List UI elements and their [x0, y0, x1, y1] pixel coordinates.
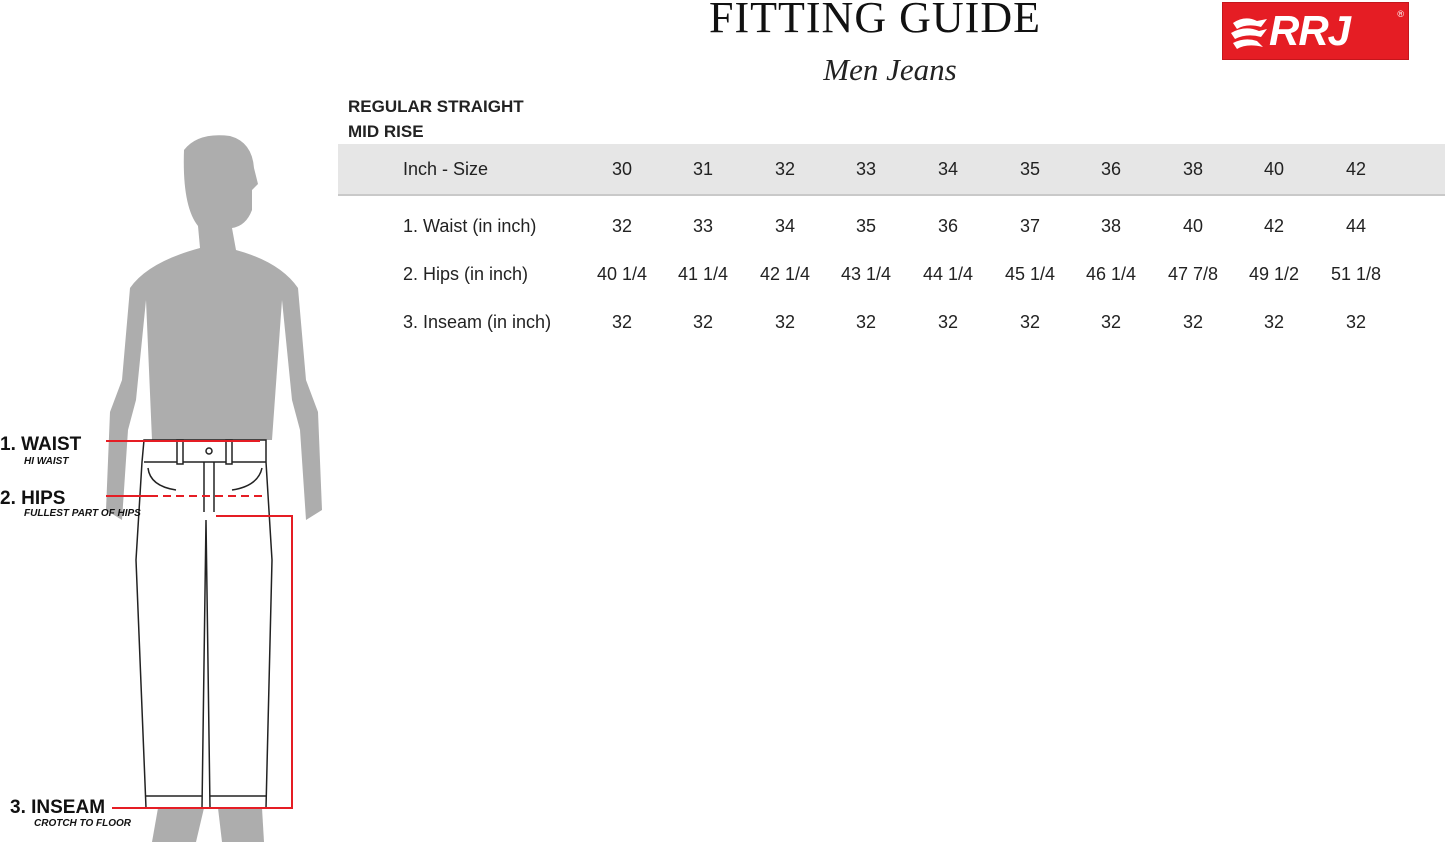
value-cell: 32 — [611, 311, 633, 332]
size-cell: 33 — [855, 158, 877, 179]
value-cell: 46 1/4 — [1085, 263, 1137, 284]
table-header-row — [338, 144, 1445, 196]
value-cell: 35 — [855, 215, 877, 236]
logo-text: RRJ — [1269, 7, 1351, 54]
rise-type: MID RISE — [348, 122, 424, 141]
size-cell: 32 — [774, 158, 796, 179]
size-cell: 31 — [692, 158, 714, 179]
size-cell: 36 — [1100, 158, 1122, 179]
size-cell: 34 — [937, 158, 959, 179]
brand-logo — [1222, 2, 1409, 60]
value-cell: 32 — [855, 311, 877, 332]
value-cell: 32 — [1345, 311, 1367, 332]
value-cell: 32 — [692, 311, 714, 332]
value-cell: 44 1/4 — [922, 263, 974, 284]
inseam-sublabel: CROTCH TO FLOOR — [34, 818, 132, 829]
hips-label: 2. HIPS — [0, 488, 66, 509]
page-subtitle: Men Jeans — [823, 52, 957, 87]
size-cell: 35 — [1019, 158, 1041, 179]
value-cell: 36 — [937, 215, 959, 236]
table-row — [338, 202, 1445, 250]
value-cell: 47 7/8 — [1167, 263, 1219, 284]
row-label: 3. Inseam (in inch) — [403, 311, 552, 332]
value-cell: 37 — [1019, 215, 1041, 236]
value-cell: 32 — [937, 311, 959, 332]
table-row — [338, 250, 1445, 298]
value-cell: 38 — [1100, 215, 1122, 236]
size-cell: 30 — [611, 158, 633, 179]
hips-sublabel: FULLEST PART OF HIPS — [24, 508, 141, 519]
value-cell: 32 — [611, 215, 633, 236]
row-label: 2. Hips (in inch) — [403, 263, 529, 284]
value-cell: 33 — [692, 215, 714, 236]
value-cell: 40 1/4 — [596, 263, 648, 284]
page-title: FITTING GUIDE — [709, 0, 1041, 42]
value-cell: 32 — [1182, 311, 1204, 332]
size-cell: 38 — [1182, 158, 1204, 179]
waist-sublabel: HI WAIST — [24, 456, 69, 467]
logo-registered-mark: ® — [1397, 9, 1404, 19]
row-label: 1. Waist (in inch) — [403, 215, 537, 236]
value-cell: 49 1/2 — [1248, 263, 1300, 284]
fit-type: REGULAR STRAIGHT — [348, 97, 524, 116]
value-cell: 41 1/4 — [677, 263, 729, 284]
value-cell: 40 — [1182, 215, 1204, 236]
value-cell: 32 — [1019, 311, 1041, 332]
value-cell: 34 — [774, 215, 796, 236]
value-cell: 42 — [1263, 215, 1285, 236]
value-cell: 51 1/8 — [1330, 263, 1382, 284]
value-cell: 42 1/4 — [759, 263, 811, 284]
size-cell: 40 — [1263, 158, 1285, 179]
waist-label: 1. WAIST — [0, 434, 82, 455]
table-row — [338, 298, 1445, 346]
value-cell: 32 — [1100, 311, 1122, 332]
value-cell: 32 — [1263, 311, 1285, 332]
value-cell: 43 1/4 — [840, 263, 892, 284]
size-table — [338, 144, 1445, 346]
mannequin-figure — [0, 0, 340, 844]
logo-wave-icon — [1227, 3, 1271, 61]
value-cell: 45 1/4 — [1004, 263, 1056, 284]
value-cell: 32 — [774, 311, 796, 332]
inseam-label: 3. INSEAM — [10, 797, 106, 818]
value-cell: 44 — [1345, 215, 1367, 236]
size-cell: 42 — [1345, 158, 1367, 179]
header-label: Inch - Size — [403, 158, 489, 179]
